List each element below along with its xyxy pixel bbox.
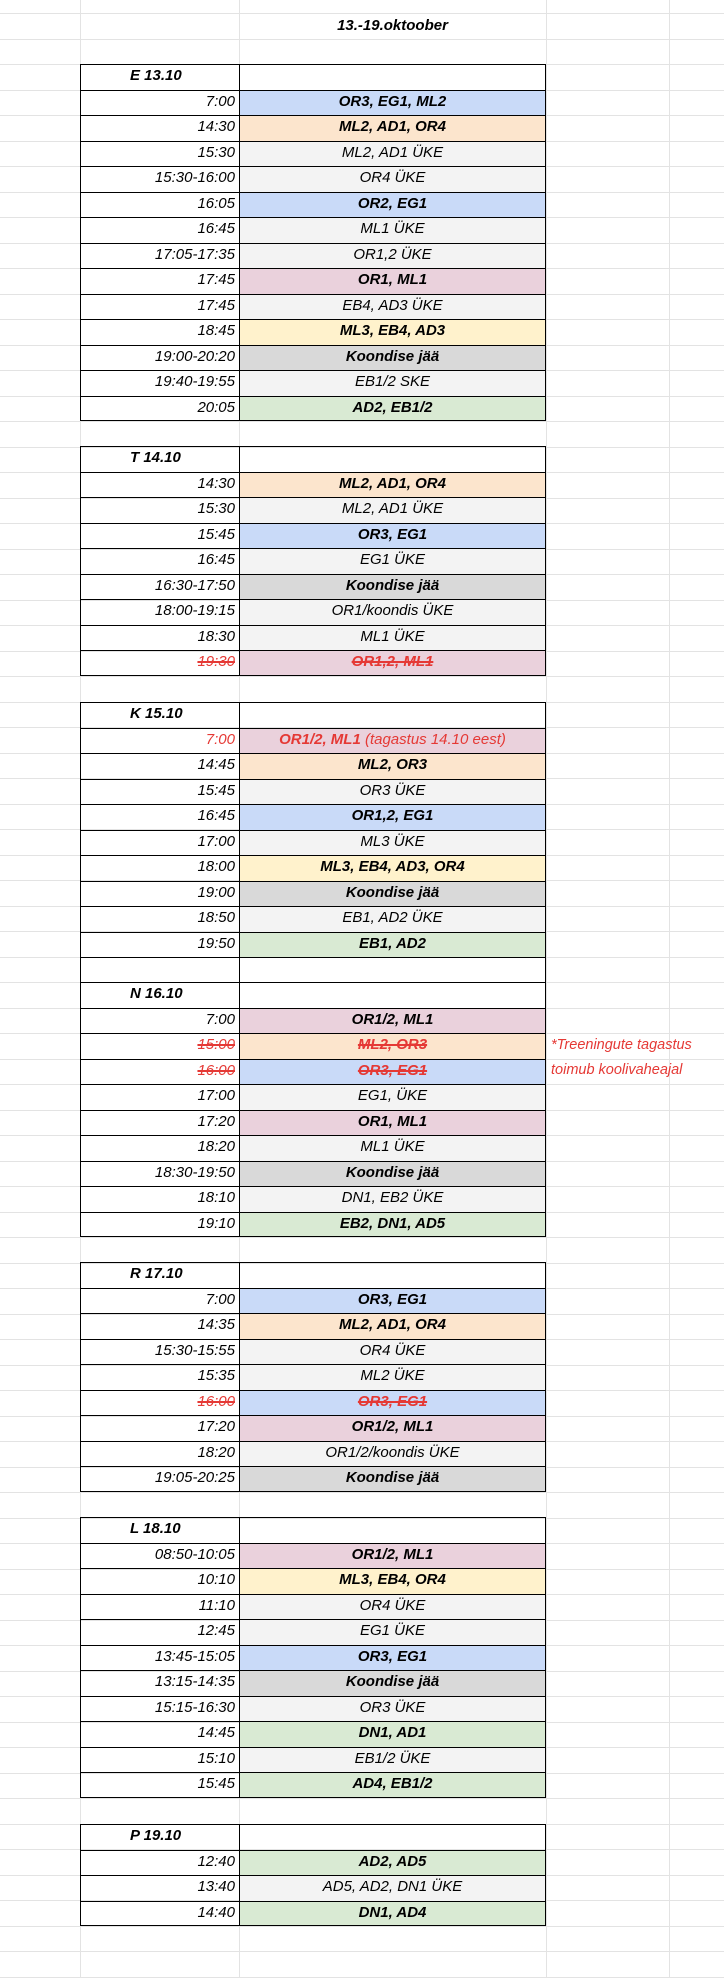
session-time: 7:00: [205, 1010, 235, 1028]
grid-row-line: [0, 1798, 724, 1799]
session-time: 18:30: [197, 627, 235, 645]
column-divider: [239, 64, 240, 421]
session-groups-text: ML1 ÜKE: [360, 220, 425, 237]
session-time: 17:00: [197, 1087, 235, 1104]
session-groups-text: OR1/koondis ÜKE: [331, 602, 454, 619]
session-groups-text: OR3, EG1: [357, 1647, 428, 1665]
grid-row-line: [0, 1492, 724, 1493]
session-time: 15:35: [197, 1367, 235, 1384]
grid-row-line: [0, 676, 724, 677]
session-groups-text: EB1/2 SKE: [354, 373, 431, 390]
session-time: 18:45: [197, 322, 235, 339]
session-groups-text: OR1/2, ML1: [351, 1010, 434, 1028]
session-groups-text: DN1, EB2 ÜKE: [341, 1189, 444, 1206]
session-time: 15:30-15:55: [154, 1341, 235, 1359]
session-time: 19:05-20:25: [154, 1469, 235, 1486]
column-divider: [239, 982, 240, 1237]
session-time: 16:45: [197, 807, 235, 824]
session-time: 17:20: [197, 1418, 235, 1435]
session-time: 17:45: [197, 296, 235, 314]
session-groups-text: DN1, AD1: [358, 1724, 427, 1741]
session-time: 19:00: [197, 883, 235, 901]
session-groups-text: ML2, OR3: [357, 756, 428, 773]
day-border: [80, 982, 546, 1237]
note-line-2: toimub koolivaheajal: [551, 1062, 683, 1078]
day-header: N 16.10: [130, 985, 183, 1002]
session-groups-text: OR3, EG1: [357, 1392, 428, 1410]
session-groups-text: EG1 ÜKE: [359, 551, 426, 568]
grid-row-line: [0, 1926, 724, 1927]
session-time: 10:10: [197, 1571, 235, 1588]
grid-column-line: [546, 0, 547, 1978]
session-groups-text: AD2, EB1/2: [352, 398, 433, 416]
session-groups-text: OR4 ÜKE: [359, 169, 426, 186]
session-groups-text: OR3, EG1: [357, 1290, 428, 1308]
day-border: [80, 446, 546, 676]
session-groups-text: EG1 ÜKE: [359, 1622, 426, 1639]
session-time: 15:45: [197, 781, 235, 799]
session-time: 14:30: [197, 474, 235, 492]
day-header: T 14.10: [130, 449, 181, 466]
session-groups-text: ML3, EB4, AD3, OR4: [320, 858, 465, 875]
session-groups-text: OR3 ÜKE: [359, 1698, 426, 1716]
session-groups-text: Koondise jää: [345, 1673, 440, 1690]
session-time: 16:00: [197, 1061, 235, 1079]
session-time: 19:50: [197, 934, 235, 952]
column-divider: [239, 702, 240, 983]
session-time: 15:30: [197, 500, 235, 517]
session-time: 18:20: [197, 1443, 235, 1461]
session-groups-text: EB2, DN1, AD5: [339, 1214, 446, 1232]
grid-column-line: [669, 0, 670, 1978]
session-time: 20:05: [197, 398, 235, 416]
day-header: L 18.10: [130, 1520, 181, 1537]
session-time: 13:15-14:35: [154, 1673, 235, 1690]
session-groups-text: ML2, AD1, OR4: [339, 118, 446, 135]
session-time: 15:30: [197, 143, 235, 161]
session-time: 7:00: [205, 730, 235, 748]
session-groups-text: OR4 ÜKE: [359, 1341, 426, 1359]
session-groups-text: AD4, EB1/2: [352, 1775, 433, 1792]
session-groups-text: ML3, EB4, OR4: [339, 1571, 446, 1588]
session-time: 17:45: [197, 271, 235, 288]
session-time: 12:40: [197, 1852, 235, 1870]
day-border: [80, 1262, 546, 1492]
session-time: 18:00: [197, 858, 235, 875]
session-time: 14:35: [197, 1316, 235, 1333]
session-time: 15:45: [197, 525, 235, 543]
note-line-1: *Treeningute tagastus: [551, 1037, 692, 1053]
session-groups-text: ML3 ÜKE: [360, 832, 425, 850]
session-groups-text: Koondise jää: [345, 883, 440, 901]
session-groups-text: Koondise jää: [345, 576, 440, 594]
session-time: 17:20: [197, 1112, 235, 1130]
day-header: K 15.10: [130, 705, 183, 722]
column-divider: [239, 1517, 240, 1798]
page-title: 13.-19.oktoober: [337, 17, 448, 34]
session-time: 13:45-15:05: [154, 1647, 235, 1665]
session-note: (tagastus 14.10 eest): [360, 730, 506, 748]
session-time: 16:30-17:50: [154, 576, 235, 594]
session-time: 19:40-19:55: [154, 373, 235, 390]
session-groups-text: EB4, AD3 ÜKE: [342, 296, 443, 314]
day-header: E 13.10: [130, 67, 182, 84]
grid-row-line: [0, 1951, 724, 1952]
session-groups-text: EG1, ÜKE: [357, 1087, 428, 1104]
session-groups-text: OR1, ML1: [357, 1112, 428, 1130]
column-divider: [239, 446, 240, 676]
session-time: 16:05: [197, 194, 235, 212]
column-divider: [239, 1824, 240, 1926]
session-time: 17:00: [197, 832, 235, 850]
session-groups-text: AD2, AD5: [358, 1852, 427, 1870]
session-time: 16:45: [197, 551, 235, 568]
session-groups-text: OR1/2/koondis ÜKE: [325, 1443, 460, 1461]
session-time: 14:40: [197, 1903, 235, 1921]
session-groups-text: ML2 ÜKE: [360, 1367, 425, 1384]
session-groups-text: Koondise jää: [345, 1163, 440, 1181]
session-time: 15:10: [197, 1749, 235, 1767]
column-divider: [239, 1262, 240, 1492]
day-border: [80, 702, 546, 983]
session-groups-text: DN1, AD4: [358, 1903, 427, 1921]
session-time: 14:45: [197, 756, 235, 773]
day-border: [80, 1824, 546, 1926]
session-groups-text: ML2, AD1 ÜKE: [341, 143, 444, 161]
session-groups-text: OR3, EG1: [357, 1061, 428, 1079]
day-header: R 17.10: [130, 1265, 183, 1282]
session-groups-text: OR1, ML1: [357, 271, 428, 288]
session-groups-text: ML2, AD1 ÜKE: [341, 500, 444, 517]
session-groups-text: OR1/2, ML1: [351, 1545, 434, 1563]
session-groups-text: ML2, OR3: [357, 1036, 428, 1053]
session-time: 12:45: [197, 1622, 235, 1639]
day-border: [80, 1517, 546, 1798]
session-groups-text: ML2, AD1, OR4: [339, 474, 446, 492]
session-time: 18:00-19:15: [154, 602, 235, 619]
session-time: 08:50-10:05: [154, 1545, 235, 1563]
session-groups-text: OR1/2, ML1: [351, 1418, 434, 1435]
session-time: 15:00: [197, 1036, 235, 1053]
session-groups-text: OR3, EG1, ML2: [338, 92, 447, 110]
session-groups-text: Koondise jää: [345, 1469, 440, 1486]
session-groups-text: OR1,2, ML1: [351, 653, 434, 670]
session-groups-text: EB1, AD2 ÜKE: [342, 909, 443, 926]
session-groups-text: Koondise jää: [345, 347, 440, 365]
session-time: 18:10: [197, 1189, 235, 1206]
session-time: 13:40: [197, 1878, 235, 1895]
session-groups-text: ML2, AD1, OR4: [339, 1316, 446, 1333]
session-time: 18:50: [197, 909, 235, 926]
session-time: 18:30-19:50: [154, 1163, 235, 1181]
session-groups-text: OR3, EG1: [357, 525, 428, 543]
session-time: 19:30: [197, 653, 235, 670]
session-time: 19:00-20:20: [154, 347, 235, 365]
session-groups-text: OR2, EG1: [357, 194, 428, 212]
session-time: 7:00: [205, 1290, 235, 1308]
session-time: 15:15-16:30: [154, 1698, 235, 1716]
session-groups-text: OR1/2, ML1: [279, 730, 361, 748]
day-border: [80, 64, 546, 421]
session-time: 18:20: [197, 1138, 235, 1155]
session-time: 7:00: [205, 92, 235, 110]
session-groups-text: ML3, EB4, AD3: [339, 322, 446, 339]
session-time: 16:00: [197, 1392, 235, 1410]
session-groups-text: EB1, AD2: [359, 934, 426, 952]
grid-row-line: [0, 421, 724, 422]
session-groups-text: EB1/2 ÜKE: [354, 1749, 431, 1767]
session-time: 17:05-17:35: [154, 245, 235, 263]
session-time: 19:10: [197, 1214, 235, 1232]
session-time: 15:30-16:00: [154, 169, 235, 186]
grid-row-line: [0, 1237, 724, 1238]
session-time: 14:45: [197, 1724, 235, 1741]
session-groups-text: ML1 ÜKE: [360, 1138, 425, 1155]
session-groups-text: OR3 ÜKE: [359, 781, 426, 799]
session-groups-text: ML1 ÜKE: [360, 627, 425, 645]
session-time: 14:30: [197, 118, 235, 135]
session-groups-text: OR1,2 ÜKE: [353, 245, 432, 263]
session-groups-text: OR1,2, EG1: [351, 807, 434, 824]
day-header: P 19.10: [130, 1827, 182, 1844]
session-groups-text: AD5, AD2, DN1 ÜKE: [322, 1878, 463, 1895]
session-time: 16:45: [197, 220, 235, 237]
session-time: 11:10: [198, 1596, 235, 1614]
session-time: 15:45: [197, 1775, 235, 1792]
session-groups-text: OR4 ÜKE: [359, 1596, 426, 1614]
